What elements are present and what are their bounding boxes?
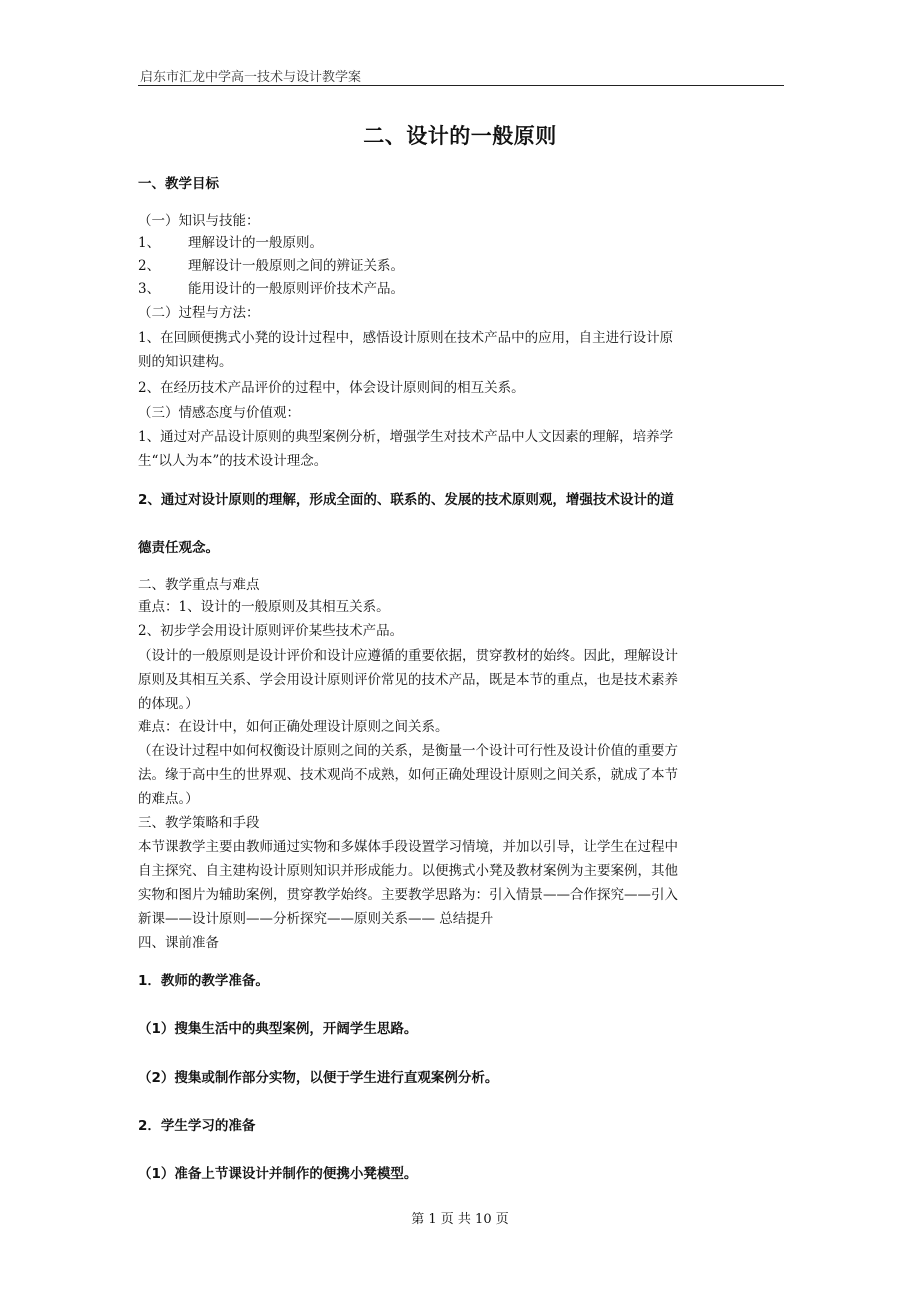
prep-teacher-heading: 1．教师的教学准备。 — [138, 973, 269, 989]
item-text: 理解设计的一般原则。 — [188, 235, 323, 251]
prep-teacher-item-1: （1）搜集生活中的典型案例，开阔学生思路。 — [138, 1021, 418, 1037]
process-item-2: 2、在经历技术产品评价的过程中，体会设计原则间的相互关系。 — [138, 380, 525, 396]
knowledge-item — [138, 232, 788, 254]
difficulty-point: 难点：在设计中，如何正确处理设计原则之间关系。 — [138, 719, 449, 735]
key-point-2: 2、初步学会用设计原则评价某些技术产品。 — [138, 623, 404, 639]
strategy-text-end: 新课——设计原则——分析探究——原则关系—— 总结提升 — [138, 911, 494, 927]
strategy-text-cont: 实物和图片为辅助案例，贯穿教学始终。主要教学思路为：引入情景——合作探究——引入 — [138, 887, 678, 903]
knowledge-item — [138, 255, 788, 277]
item-text: 理解设计一般原则之间的辨证关系。 — [188, 258, 404, 274]
goals-heading: 一、教学目标 — [138, 176, 219, 192]
page-footer: 第 1 页 共 10 页 — [411, 1212, 509, 1227]
strategy-heading: 三、教学策略和手段 — [138, 815, 260, 831]
item-text: 能用设计的一般原则评价技术产品。 — [188, 281, 404, 297]
knowledge-heading: （一）知识与技能： — [138, 213, 260, 229]
emotion-item-2: 2、通过对设计原则的理解，形成全面的、联系的、发展的技术原则观，增强技术设计的道 — [138, 492, 674, 508]
process-item-1: 1、在回顾便携式小凳的设计过程中，感悟设计原则在技术产品中的应用，自主进行设计原 — [138, 330, 674, 346]
difficulty-note: （在设计过程中如何权衡设计原则之间的关系，是衡量一个设计可行性及设计价值的重要方 — [138, 743, 678, 759]
prep-heading: 四、课前准备 — [138, 935, 219, 951]
key-heading: 二、教学重点与难点 — [138, 577, 260, 593]
difficulty-note-cont: 法。缘于高中生的世界观、技术观尚不成熟，如何正确处理设计原则之间关系，就成了本节 — [138, 767, 678, 783]
key-note-cont: 原则及其相互关系、学会用设计原则评价常见的技术产品，既是本节的重点，也是技术素养 — [138, 672, 678, 688]
prep-teacher-item-2: （2）搜集或制作部分实物，以便于学生进行直观案例分析。 — [138, 1070, 499, 1086]
page-title: 二、设计的一般原则 — [363, 124, 557, 148]
emotion-item-2-cont: 德责任观念。 — [138, 540, 219, 556]
header-divider — [138, 85, 784, 86]
knowledge-item — [138, 278, 788, 300]
emotion-item-1: 1、通过对产品设计原则的典型案例分析，增强学生对技术产品中人文因素的理解，培养学 — [138, 429, 674, 445]
emotion-item-1-cont: 生“以人为本”的技术设计理念。 — [138, 453, 328, 469]
key-note-end: 的体现。） — [138, 696, 199, 712]
difficulty-note-end: 的难点。） — [138, 791, 199, 807]
page-header: 启东市汇龙中学高一技术与设计教学案 — [140, 70, 362, 85]
key-note: （设计的一般原则是设计评价和设计应遵循的重要依据，贯穿教材的始终。因此，理解设计 — [138, 648, 678, 664]
item-number: 2、 — [138, 258, 161, 274]
key-point-1: 重点：1、设计的一般原则及其相互关系。 — [138, 599, 390, 615]
item-number: 1、 — [138, 235, 161, 251]
prep-student-heading: 2．学生学习的准备 — [138, 1118, 256, 1134]
strategy-text-cont: 自主探究、自主建构设计原则知识并形成能力。以便携式小凳及教材案例为主要案例，其他 — [138, 863, 678, 879]
item-number: 3、 — [138, 281, 161, 297]
emotion-heading: （三）情感态度与价值观： — [138, 405, 300, 421]
process-item-1-cont: 则的知识建构。 — [138, 354, 233, 370]
strategy-text: 本节课教学主要由教师通过实物和多媒体手段设置学习情境，并加以引导，让学生在过程中 — [138, 839, 678, 855]
prep-student-item-1: （1）准备上节课设计并制作的便携小凳模型。 — [138, 1166, 418, 1182]
process-heading: （二）过程与方法： — [138, 305, 260, 321]
